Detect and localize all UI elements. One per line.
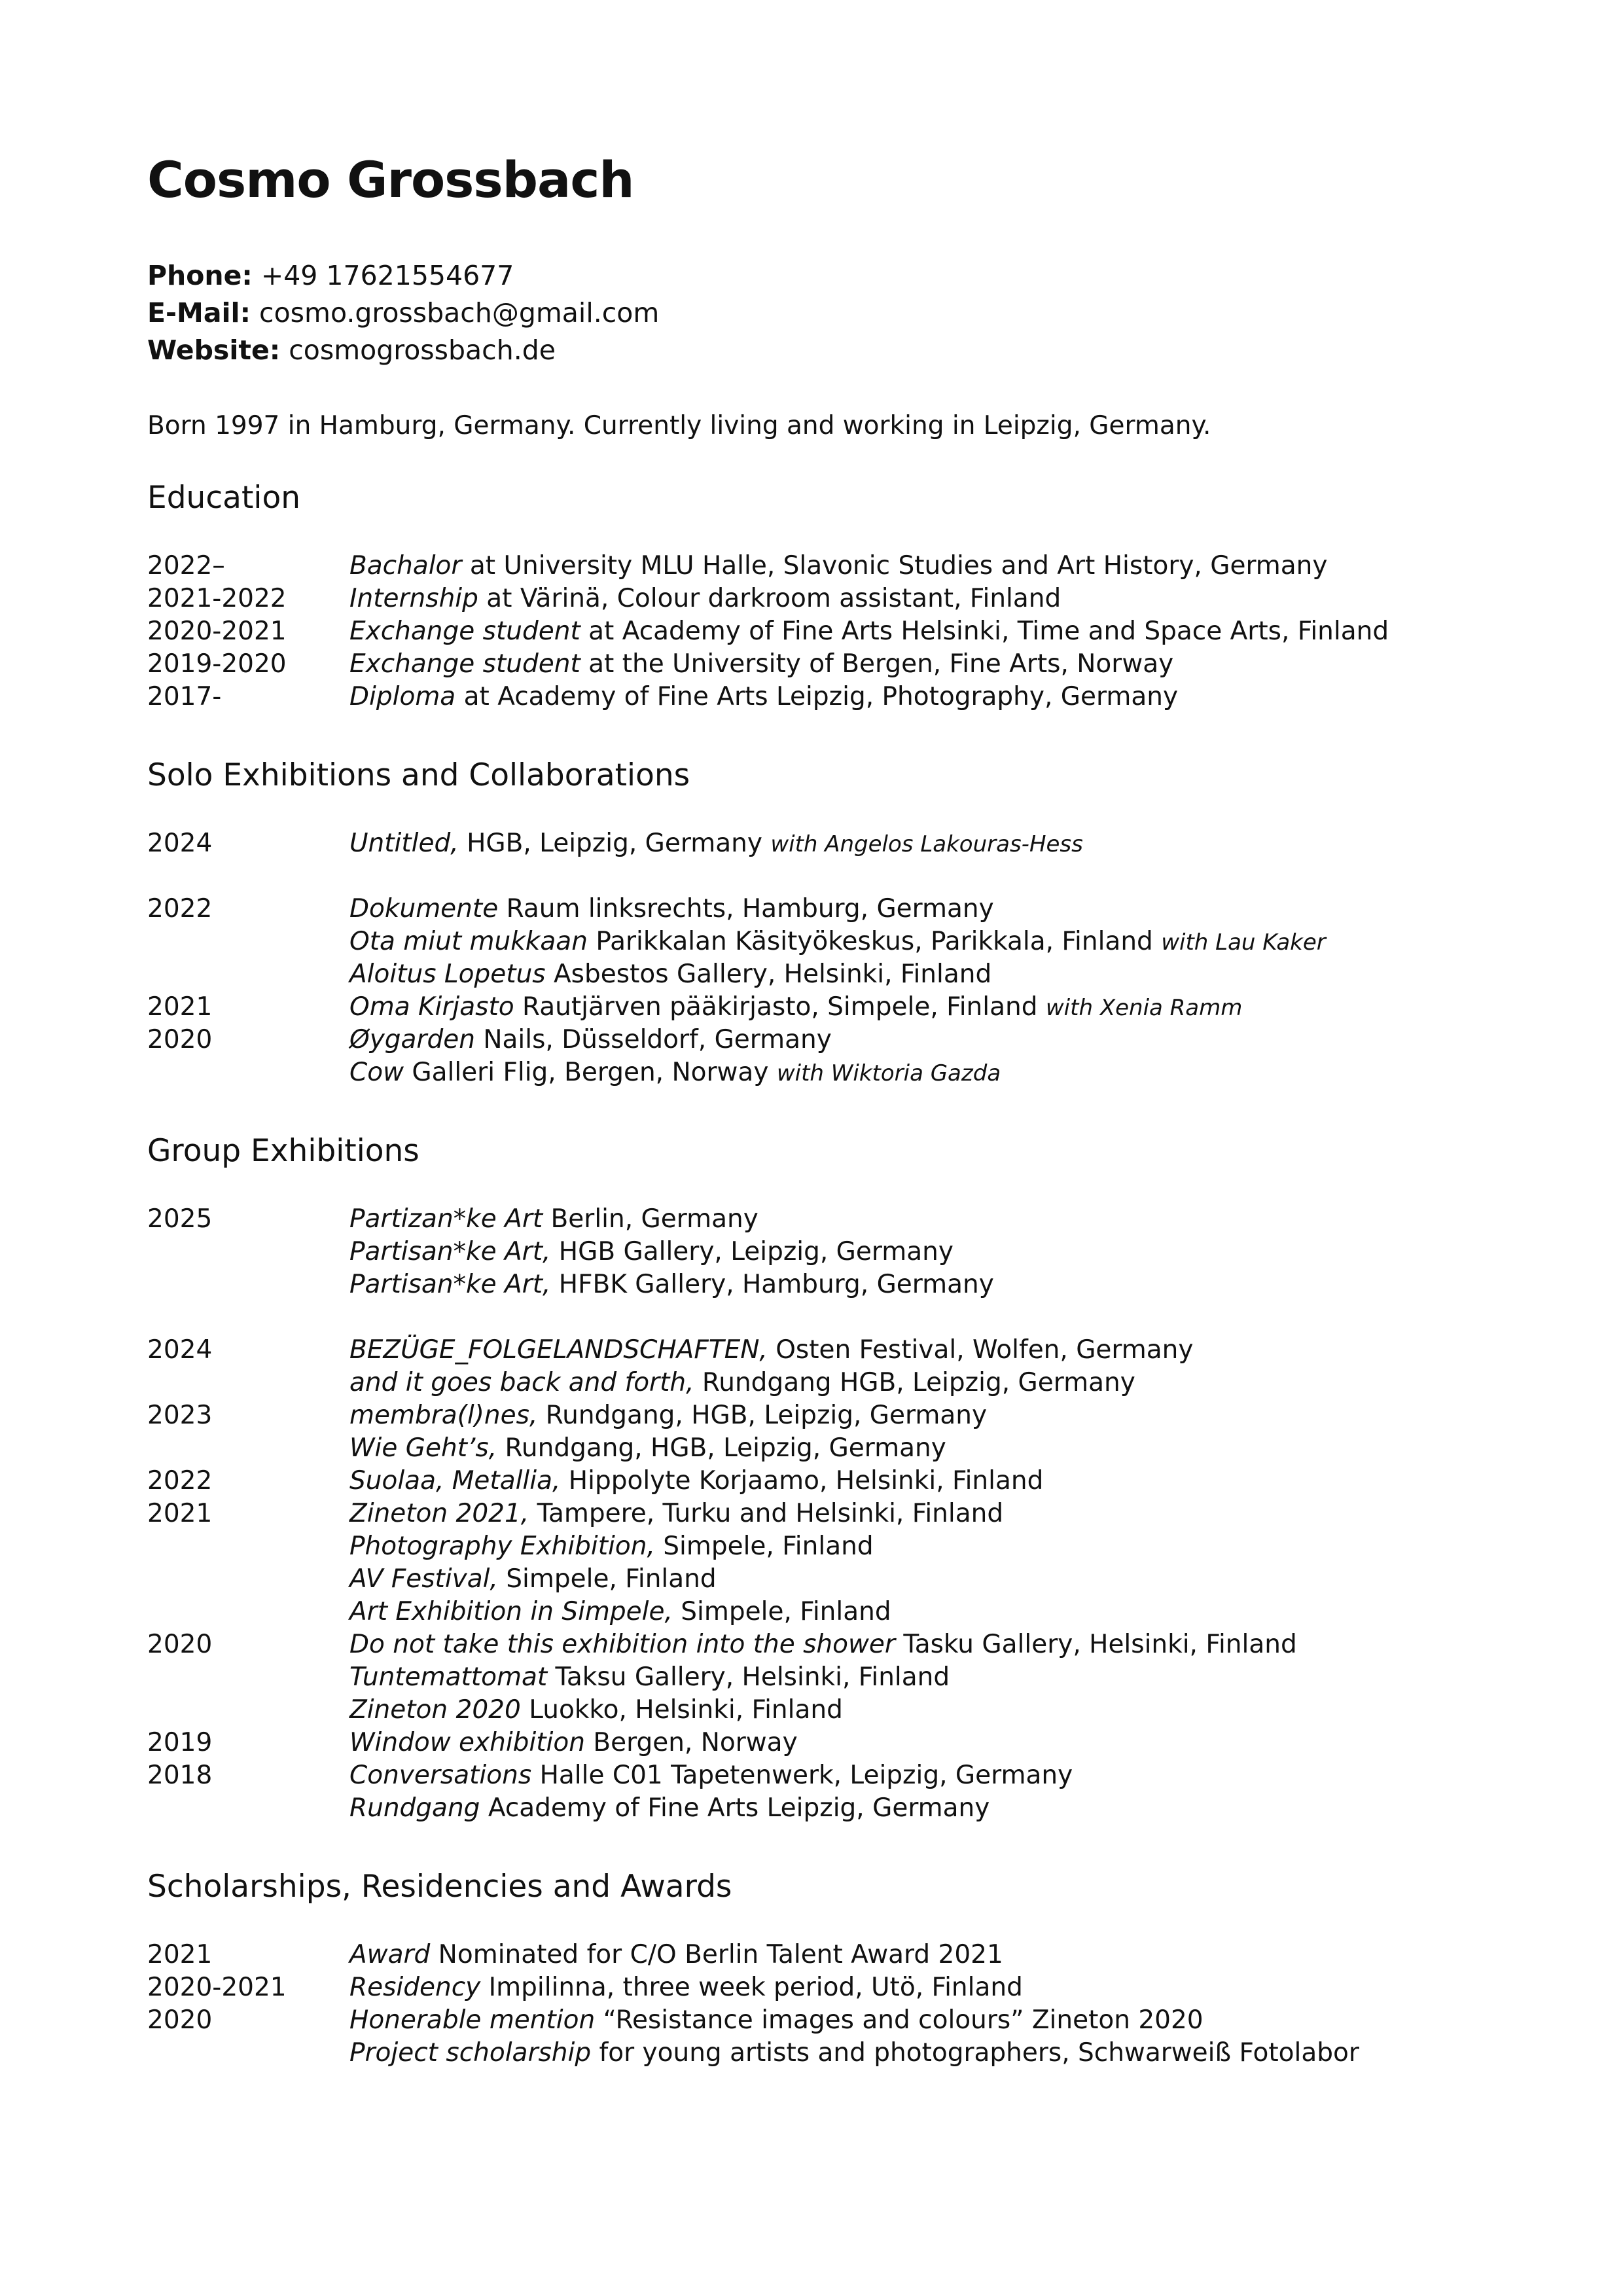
- entry-description: [349, 1596, 891, 1628]
- contact-value: cosmo.grossbach@gmail.com: [259, 297, 660, 329]
- cv-entry: [147, 827, 1522, 860]
- entry-description: [349, 648, 1173, 681]
- entry-detail: Impilinna, three week period, Utö, Finland: [480, 1973, 1023, 2002]
- section-heading: Group Exhibitions: [147, 1133, 419, 1169]
- contact-label: E-Mail:: [147, 297, 251, 329]
- entry-description: [349, 1498, 1003, 1530]
- entry-date: 2021: [147, 1940, 213, 1969]
- cv-entry: [147, 583, 1522, 615]
- entry-date: 2023: [147, 1401, 213, 1430]
- entry-description: [349, 1792, 990, 1825]
- section-heading: Solo Exhibitions and Collaborations: [147, 757, 690, 793]
- contact-email: [147, 295, 1522, 332]
- entry-date: [147, 1056, 349, 1089]
- cv-entry: [147, 1727, 1522, 1759]
- entry-detail: Tampere, Turku and Helsinki, Finland: [529, 1499, 1004, 1528]
- entry-date: [147, 1268, 349, 1301]
- entry-title: Art Exhibition in Simpele,: [349, 1597, 673, 1626]
- cv-entry: [147, 615, 1522, 648]
- entry-date: [147, 1694, 349, 1727]
- entry-title: Exchange student: [349, 649, 580, 679]
- entry-detail: Luokko, Helsinki, Finland: [520, 1695, 843, 1725]
- entry-title: Øygarden: [349, 1025, 475, 1054]
- cv-entry: [147, 681, 1522, 713]
- entry-detail: Bergen, Norway: [584, 1728, 798, 1757]
- entry-title: Dokumente: [349, 894, 499, 924]
- entry-date: 2019: [147, 1728, 213, 1757]
- entry-date: 2021: [147, 1499, 213, 1528]
- contact-label: Website:: [147, 334, 281, 366]
- entry-title: and it goes back and forth,: [349, 1368, 694, 1397]
- cv-entry: [147, 2037, 1522, 2070]
- entry-title: Zineton 2021,: [349, 1499, 529, 1528]
- entry-description: [349, 1727, 798, 1759]
- entry-detail: Osten Festival, Wolfen, Germany: [767, 1335, 1194, 1365]
- entry-date: [147, 925, 349, 958]
- cv-entry: [147, 1939, 1522, 1971]
- cv-entry: [147, 1203, 1522, 1236]
- entry-title: Exchange student: [349, 617, 580, 646]
- entry-detail: “Resistance images and colours” Zineton 2020: [595, 2005, 1204, 2035]
- entry-detail: Asbestos Gallery, Helsinki, Finland: [545, 960, 992, 989]
- entry-detail: Rundgang HGB, Leipzig, Germany: [694, 1368, 1135, 1397]
- entry-title: BEZÜGE_FOLGELANDSCHAFTEN,: [349, 1335, 768, 1365]
- entry-date: 2021: [147, 992, 213, 1022]
- entry-title: Oma Kirjasto: [349, 992, 514, 1022]
- entry-description: [349, 1056, 1001, 1089]
- entry-date: 2022–: [147, 551, 225, 581]
- entry-title: membra(l)nes,: [349, 1401, 538, 1430]
- entry-detail: Simpele, Finland: [654, 1532, 874, 1561]
- entry-date: [147, 2037, 349, 2070]
- entry-detail: Simpele, Finland: [497, 1564, 717, 1594]
- cv-entry: [147, 1628, 1522, 1661]
- entry-detail: Nails, Düsseldorf, Germany: [474, 1025, 832, 1054]
- contact-value: +49 17621554677: [260, 260, 514, 291]
- entry-description: [349, 925, 1326, 958]
- bio-text: Born 1997 in Hamburg, Germany. Currently living and working in Leipzig, Germany.: [147, 411, 1211, 440]
- cv-entry: [147, 1367, 1522, 1399]
- entry-date: [147, 1236, 349, 1268]
- entry-detail: Halle C01 Tapetenwerk, Leipzig, Germany: [531, 1761, 1073, 1790]
- entry-title: Internship: [349, 584, 478, 613]
- cv-entry: [147, 893, 1522, 925]
- entry-detail: Academy of Fine Arts Leipzig, Germany: [480, 1793, 990, 1823]
- section-heading: Scholarships, Residencies and Awards: [147, 1869, 732, 1905]
- cv-name-heading: Cosmo Grossbach: [147, 151, 634, 209]
- entry-date: 2020: [147, 2005, 213, 2035]
- entry-description: [349, 583, 1061, 615]
- entry-detail: Galleri Flig, Bergen, Norway: [404, 1058, 777, 1087]
- cv-entry: [147, 1056, 1522, 1089]
- entry-description: [349, 1939, 1003, 1971]
- contact-block: [147, 257, 1522, 369]
- entry-date: 2024: [147, 829, 213, 858]
- entry-detail: at Academy of Fine Arts Leipzig, Photography, Germany: [455, 682, 1179, 711]
- entry-date: [147, 1432, 349, 1465]
- entry-date: 2024: [147, 1335, 213, 1365]
- entry-title: Wie Geht’s,: [349, 1433, 497, 1463]
- cv-entry: [147, 1530, 1522, 1563]
- entry-title: Tuntemattomat: [349, 1662, 548, 1692]
- entry-description: [349, 1971, 1023, 2004]
- contact-label: Phone:: [147, 260, 253, 291]
- entry-title: AV Festival,: [349, 1564, 498, 1594]
- entry-detail: HGB, Leipzig, Germany: [458, 829, 771, 858]
- entry-description: [349, 893, 994, 925]
- entry-description: [349, 1432, 946, 1465]
- entry-title: Award: [349, 1940, 431, 1969]
- entry-description: [349, 1759, 1073, 1792]
- cv-entry: [147, 1759, 1522, 1792]
- entry-title: Partisan*ke Art,: [349, 1237, 551, 1266]
- cv-entry: [147, 1334, 1522, 1367]
- entry-date: 2020: [147, 1630, 213, 1659]
- entry-title: Photography Exhibition,: [349, 1532, 655, 1561]
- entry-description: [349, 1268, 994, 1301]
- entry-detail: Berlin, Germany: [543, 1204, 758, 1234]
- entry-detail: at Academy of Fine Arts Helsinki, Time and Space Arts, Finland: [580, 617, 1389, 646]
- cv-document: [147, 147, 1522, 2070]
- entry-title: Cow: [349, 1058, 404, 1087]
- entry-collaborator: with Xenia Ramm: [1045, 995, 1243, 1021]
- entry-detail: Rautjärven pääkirjasto, Simpele, Finland: [514, 992, 1046, 1022]
- cv-entry: [147, 1498, 1522, 1530]
- cv-section: [147, 478, 1522, 713]
- entry-detail: at the University of Bergen, Fine Arts, Norway: [580, 649, 1174, 679]
- entry-detail: Hippolyte Korjaamo, Helsinki, Finland: [560, 1466, 1044, 1496]
- entry-date: [147, 1563, 349, 1596]
- entry-description: [349, 1661, 950, 1694]
- entry-title: Suolaa, Metallia,: [349, 1466, 561, 1496]
- entry-description: [349, 1694, 843, 1727]
- entry-date: 2021-2022: [147, 584, 287, 613]
- entry-title: Zineton 2020: [349, 1695, 521, 1725]
- entry-description: [349, 958, 991, 991]
- entry-date: [147, 1792, 349, 1825]
- cv-entry: [147, 648, 1522, 681]
- entry-title: Conversations: [349, 1761, 532, 1790]
- entry-date: 2020: [147, 1025, 213, 1054]
- cv-entry: [147, 2004, 1522, 2037]
- entry-date: 2022: [147, 1466, 213, 1496]
- entry-detail: Nominated for C/O Berlin Talent Award 2021: [430, 1940, 1003, 1969]
- cv-entry: [147, 1661, 1522, 1694]
- entry-date: 2019-2020: [147, 649, 287, 679]
- entry-collaborator: with Lau Kaker: [1161, 929, 1326, 956]
- entry-description: [349, 1236, 954, 1268]
- entry-date: [147, 1367, 349, 1399]
- entry-date: 2020-2021: [147, 1973, 287, 2002]
- entry-title: Diploma: [349, 682, 456, 711]
- entry-title: Untitled,: [349, 829, 459, 858]
- entry-detail: Rundgang, HGB, Leipzig, Germany: [537, 1401, 988, 1430]
- cv-entry: [147, 925, 1522, 958]
- entry-date: 2020-2021: [147, 617, 287, 646]
- entry-detail: Simpele, Finland: [672, 1597, 891, 1626]
- entry-description: [349, 550, 1327, 583]
- entry-description: [349, 615, 1389, 648]
- entry-description: [349, 1334, 1193, 1367]
- contact-website: [147, 332, 1522, 369]
- entry-spacer: [147, 1301, 1522, 1334]
- cv-entry: [147, 550, 1522, 583]
- entry-collaborator: with Angelos Lakouras-Hess: [770, 831, 1083, 857]
- entry-description: [349, 681, 1178, 713]
- cv-section: [147, 1867, 1522, 2070]
- cv-entry: [147, 1596, 1522, 1628]
- entry-date: 2022: [147, 894, 213, 924]
- entry-detail: HFBK Gallery, Hamburg, Germany: [550, 1270, 994, 1299]
- cv-entry: [147, 1694, 1522, 1727]
- cv-section: [147, 1132, 1522, 1825]
- entry-title: Window exhibition: [349, 1728, 585, 1757]
- entry-description: [349, 1465, 1043, 1498]
- entry-detail: Tasku Gallery, Helsinki, Finland: [895, 1630, 1297, 1659]
- entry-date: [147, 1596, 349, 1628]
- entry-description: [349, 2004, 1204, 2037]
- cv-entry: [147, 1465, 1522, 1498]
- entry-title: Rundgang: [349, 1793, 480, 1823]
- section-heading: Education: [147, 480, 300, 516]
- cv-entry: [147, 1024, 1522, 1056]
- entry-detail: HGB Gallery, Leipzig, Germany: [550, 1237, 954, 1266]
- entry-detail: at Värinä, Colour darkroom assistant, Finland: [478, 584, 1061, 613]
- entry-detail: Parikkalan Käsityökeskus, Parikkala, Finland: [587, 927, 1162, 956]
- cv-sections: [147, 478, 1522, 2070]
- entry-title: Honerable mention: [349, 2005, 596, 2035]
- entry-date: [147, 1661, 349, 1694]
- cv-entry: [147, 1268, 1522, 1301]
- entry-title: Project scholarship: [349, 2038, 592, 2068]
- entry-detail: Taksu Gallery, Helsinki, Finland: [547, 1662, 950, 1692]
- entry-detail: for young artists and photographers, Schwarweiß Fotolabor: [591, 2038, 1359, 2068]
- cv-entry: [147, 1971, 1522, 2004]
- entry-description: [349, 2037, 1359, 2070]
- cv-section: [147, 756, 1522, 1089]
- cv-entry: [147, 1432, 1522, 1465]
- entry-date: [147, 958, 349, 991]
- cv-entry: [147, 1563, 1522, 1596]
- entry-description: [349, 1530, 874, 1563]
- entry-description: [349, 1399, 987, 1432]
- entry-description: [349, 1203, 758, 1236]
- entry-collaborator: with Wiktoria Gazda: [776, 1060, 1001, 1086]
- entry-description: [349, 827, 1083, 860]
- entry-description: [349, 1563, 717, 1596]
- entry-description: [349, 991, 1242, 1024]
- cv-entry: [147, 1792, 1522, 1825]
- entry-title: Do not take this exhibition into the shower: [349, 1630, 895, 1659]
- entry-date: [147, 1530, 349, 1563]
- cv-entry: [147, 991, 1522, 1024]
- entry-description: [349, 1628, 1297, 1661]
- entry-date: 2018: [147, 1761, 213, 1790]
- entry-description: [349, 1367, 1135, 1399]
- entry-detail: Raum linksrechts, Hamburg, Germany: [498, 894, 994, 924]
- cv-entry: [147, 1236, 1522, 1268]
- entry-title: Bachalor: [349, 551, 462, 581]
- entry-date: 2025: [147, 1204, 213, 1234]
- entry-title: Aloitus Lopetus: [349, 960, 546, 989]
- entry-detail: at University MLU Halle, Slavonic Studies and Art History, Germany: [461, 551, 1328, 581]
- entry-title: Residency: [349, 1973, 481, 2002]
- entry-title: Partizan*ke Art: [349, 1204, 543, 1234]
- entry-title: Ota miut mukkaan: [349, 927, 588, 956]
- entry-detail: Rundgang, HGB, Leipzig, Germany: [497, 1433, 946, 1463]
- cv-entry: [147, 958, 1522, 991]
- cv-entry: [147, 1399, 1522, 1432]
- entry-spacer: [147, 860, 1522, 893]
- entry-title: Partisan*ke Art,: [349, 1270, 551, 1299]
- entry-description: [349, 1024, 832, 1056]
- contact-phone: [147, 257, 1522, 295]
- entry-date: 2017-: [147, 682, 222, 711]
- contact-value: cosmogrossbach.de: [289, 334, 556, 366]
